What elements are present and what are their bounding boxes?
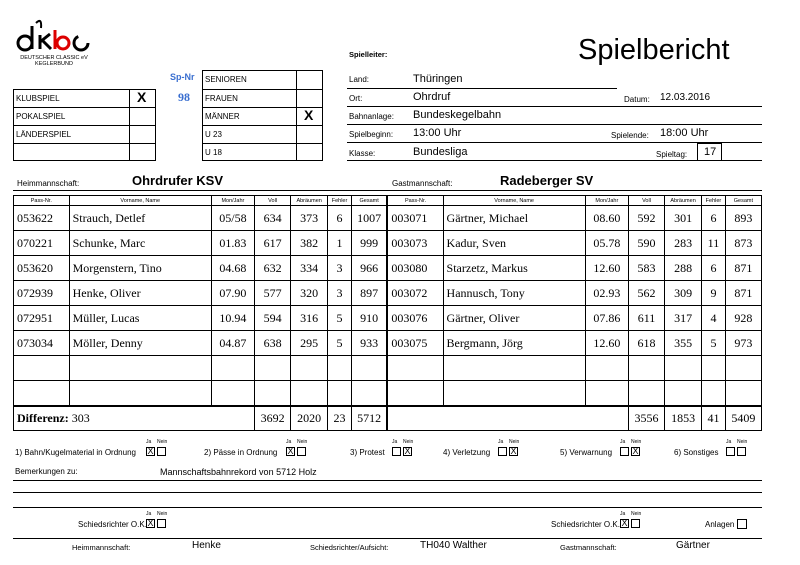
schiri-ok-label-left: Schiedsrichter O.K. [78,520,147,529]
away-name-cell[interactable]: Kadur, Sven [443,231,585,256]
q3-nein-checkbox[interactable]: X [404,446,411,456]
spielende-label: Spielende: [611,131,649,140]
table-row [14,281,762,306]
nein-label: Nein [631,439,642,445]
logo-graphic [14,18,94,54]
home-name-cell[interactable]: Möller, Denny [69,331,211,356]
col-voll: Voll [255,196,291,206]
away-fehler-cell[interactable]: 9 [702,281,726,306]
away-name-cell[interactable]: Bergmann, Jörg [443,331,585,356]
home-voll-cell[interactable]: 632 [255,256,291,281]
footer-gast-label: Gastmannschaft: [560,543,617,552]
frauen-label: FRAUEN [205,94,238,103]
schiri-ok-right-ja-checkbox[interactable]: X [621,518,628,528]
schiri-ok-label-right: Schiedsrichter O.K. [551,520,620,529]
home-abraeumen-cell[interactable]: 316 [291,306,328,331]
klubspiel-mark[interactable]: X [137,89,147,105]
bahnanlage-label: Bahnanlage: [349,112,394,121]
home-abraeumen-cell[interactable]: 320 [291,281,328,306]
logo-line1: DEUTSCHER CLASSIC eV [20,55,88,61]
away-voll-cell[interactable]: 611 [628,306,664,331]
away-fehler-cell[interactable]: 5 [702,331,726,356]
land-value[interactable]: Thüringen [413,73,463,85]
home-passnr-cell[interactable]: 053622 [14,206,70,231]
q1-nein-checkbox[interactable] [157,447,166,456]
q5-nein-checkbox[interactable]: X [632,446,639,456]
home-name-cell[interactable]: Morgenstern, Tino [69,256,211,281]
klasse-value[interactable]: Bundesliga [413,146,468,158]
table-row [14,331,762,356]
home-fehler-cell[interactable]: 1 [328,231,352,256]
pokalspiel-label: POKALSPIEL [16,112,66,121]
spieltag-label: Spieltag: [656,150,688,159]
away-total-abr[interactable]: 1853 [665,406,702,431]
spielende-value[interactable]: 18:00 Uhr [660,127,709,139]
home-gesamt-cell[interactable]: 999 [351,231,387,256]
spielbeginn-label: Spielbeginn: [349,130,394,139]
home-name-cell[interactable]: Strauch, Detlef [69,206,211,231]
away-monjahr-cell[interactable]: 02.93 [585,281,628,306]
away-name-cell[interactable]: Gärtner, Michael [443,206,585,231]
home-total-gesamt[interactable]: 5712 [351,406,387,431]
table-row [14,231,762,256]
q3-ja-checkbox[interactable] [392,447,401,456]
q4-label: 4) Verletzung [443,448,491,457]
home-abraeumen-cell[interactable]: 373 [291,206,328,231]
nein-label: Nein [509,439,520,445]
datum-label: Datum: [624,95,650,104]
away-gesamt-cell[interactable]: 893 [725,206,761,231]
away-passnr-cell[interactable]: 003072 [387,281,443,306]
home-name-cell[interactable]: Müller, Lucas [69,306,211,331]
home-monjahr-cell[interactable]: 07.90 [211,281,254,306]
away-passnr-cell[interactable]: 003073 [387,231,443,256]
u23-label: U 23 [205,130,222,139]
nein-label: Nein [157,439,168,445]
footer-heim-signature[interactable]: Henke [192,540,221,551]
home-monjahr-cell[interactable]: 10.94 [211,306,254,331]
away-monjahr-cell[interactable]: 05.78 [585,231,628,256]
away-voll-cell[interactable]: 618 [628,331,664,356]
bemerkungen-value[interactable]: Mannschaftsbahnrekord von 5712 Holz [160,467,317,477]
anlagen-checkbox[interactable] [737,519,747,529]
klubspiel-label: KLUBSPIEL [16,94,60,103]
table-header [14,196,762,206]
col-gesamt: Gesamt [351,196,387,206]
col-voll-away: Voll [628,196,664,206]
q5-ja-checkbox[interactable] [620,447,629,456]
col-abraeumen: Abräumen [291,196,328,206]
away-passnr-cell[interactable]: 003076 [387,306,443,331]
q1-ja-checkbox[interactable]: X [147,446,154,456]
home-voll-cell[interactable]: 617 [255,231,291,256]
dkbc-logo [14,18,94,68]
away-voll-cell[interactable]: 583 [628,256,664,281]
away-fehler-cell[interactable]: 6 [702,206,726,231]
schiri-ok-left-nein-checkbox[interactable] [157,519,166,528]
home-gesamt-cell[interactable]: 897 [351,281,387,306]
home-gesamt-cell[interactable]: 933 [351,331,387,356]
home-passnr-cell[interactable]: 072951 [14,306,70,331]
home-gesamt-cell[interactable]: 966 [351,256,387,281]
home-fehler-cell[interactable]: 5 [328,331,352,356]
col-passnr: Pass-Nr. [14,196,70,206]
q2-nein-checkbox[interactable] [297,447,306,456]
ja-label: Ja [498,439,504,445]
bahnanlage-value[interactable]: Bundeskegelbahn [413,109,502,121]
q5-label: 5) Verwarnung [560,448,613,457]
laenderspiel-label: LÄNDERSPIEL [16,130,72,139]
away-monjahr-cell[interactable]: 08.60 [585,206,628,231]
away-voll-cell[interactable]: 592 [628,206,664,231]
col-name-away: Vorname, Name [443,196,585,206]
page-title: Spielbericht [578,34,730,66]
table-row-empty [14,356,762,381]
home-voll-cell[interactable]: 577 [255,281,291,306]
home-passnr-cell[interactable]: 073034 [14,331,70,356]
datum-value[interactable]: 12.03.2016 [660,92,711,103]
ja-label: Ja [146,511,152,517]
q2-ja-checkbox[interactable]: X [287,446,294,456]
spnr-value: 98 [178,90,190,104]
ort-value[interactable]: Ohrdruf [413,91,451,103]
land-label: Land: [349,75,370,84]
home-abraeumen-cell[interactable]: 382 [291,231,328,256]
away-name-cell[interactable]: Hannusch, Tony [443,281,585,306]
home-fehler-cell[interactable]: 6 [328,206,352,231]
q6-ja-checkbox[interactable] [726,447,735,456]
col-monjahr: Mon/Jahr [211,196,254,206]
away-gesamt-cell[interactable]: 871 [725,281,761,306]
footer-gast-signature[interactable]: Gärtner [676,540,710,551]
away-voll-cell[interactable]: 590 [628,231,664,256]
ort-label: Ort: [349,94,363,103]
home-voll-cell[interactable]: 594 [255,306,291,331]
away-passnr-cell[interactable]: 003071 [387,206,443,231]
away-voll-cell[interactable]: 562 [628,281,664,306]
away-name-cell[interactable]: Gärtner, Oliver [443,306,585,331]
footer-heim-label: Heimmannschaft: [72,543,131,552]
home-total-abr[interactable]: 2020 [291,406,328,431]
home-gesamt-cell[interactable]: 1007 [351,206,387,231]
maenner-label: MÄNNER [205,112,240,121]
col-monjahr-away: Mon/Jahr [585,196,628,206]
table-row [14,306,762,331]
away-abraeumen-cell[interactable]: 355 [665,331,702,356]
ja-label: Ja [620,439,626,445]
home-passnr-cell[interactable]: 072939 [14,281,70,306]
spieltag-value[interactable]: 17 [704,146,717,158]
u18-label: U 18 [205,148,222,157]
klasse-label: Klasse: [349,149,376,158]
home-monjahr-cell[interactable]: 04.68 [211,256,254,281]
col-fehler-away: Fehler [702,196,726,206]
results-table [13,195,762,431]
q6-nein-checkbox[interactable] [737,447,746,456]
nein-label: Nein [297,439,308,445]
away-gesamt-cell[interactable]: 928 [725,306,761,331]
footer-schiri-signature[interactable]: TH040 Walther [420,540,487,551]
q4-ja-checkbox[interactable] [498,447,507,456]
away-gesamt-cell[interactable]: 873 [725,231,761,256]
away-abraeumen-cell[interactable]: 283 [665,231,702,256]
away-monjahr-cell[interactable]: 12.60 [585,331,628,356]
table-row [14,206,762,231]
away-fehler-cell[interactable]: 4 [702,306,726,331]
schiri-ok-right-nein-checkbox[interactable] [631,519,640,528]
home-passnr-cell[interactable]: 070221 [14,231,70,256]
ja-label: Ja [392,439,398,445]
home-monjahr-cell[interactable]: 01.83 [211,231,254,256]
col-fehler: Fehler [328,196,352,206]
ja-label: Ja [726,439,732,445]
maenner-mark[interactable]: X [304,107,314,123]
gast-team[interactable]: Radeberger SV [500,173,594,188]
col-passnr-away: Pass-Nr. [387,196,443,206]
spnr-label: Sp-Nr [170,72,195,82]
away-passnr-cell[interactable]: 003080 [387,256,443,281]
bemerkungen-label: Bemerkungen zu: [15,467,78,476]
away-monjahr-cell[interactable]: 12.60 [585,256,628,281]
away-abraeumen-cell[interactable]: 317 [665,306,702,331]
ja-label: Ja [146,439,152,445]
footer-schiri-label: Schiedsrichter/Aufsicht: [310,543,389,552]
schiri-ok-left-ja-checkbox[interactable]: X [147,518,154,528]
home-total-voll[interactable]: 3692 [255,406,291,431]
diff-value[interactable]: 303 [71,411,90,425]
ja-label: Ja [286,439,292,445]
away-abraeumen-cell[interactable]: 301 [665,206,702,231]
nein-label: Nein [157,511,168,517]
away-monjahr-cell[interactable]: 07.86 [585,306,628,331]
home-total-fehler[interactable]: 23 [328,406,352,431]
col-gesamt-away: Gesamt [725,196,761,206]
spielleiter-label: Spielleiter: [349,50,388,59]
away-total-voll[interactable]: 3556 [628,406,664,431]
home-name-cell[interactable]: Henke, Oliver [69,281,211,306]
home-voll-cell[interactable]: 638 [255,331,291,356]
q2-label: 2) Pässe in Ordnung [204,448,278,457]
away-abraeumen-cell[interactable]: 288 [665,256,702,281]
home-voll-cell[interactable]: 634 [255,206,291,231]
heim-label: Heimmannschaft: [17,179,80,188]
q3-label: 3) Protest [350,448,385,457]
ja-label: Ja [620,511,626,517]
nein-label: Nein [737,439,748,445]
away-gesamt-cell[interactable]: 973 [725,331,761,356]
col-name: Vorname, Name [69,196,211,206]
table-row [14,256,762,281]
home-monjahr-cell[interactable]: 05/58 [211,206,254,231]
away-passnr-cell[interactable]: 003075 [387,331,443,356]
senioren-label: SENIOREN [205,75,247,84]
q6-label: 6) Sonstiges [674,448,719,457]
away-fehler-cell[interactable]: 11 [702,231,726,256]
away-fehler-cell[interactable]: 6 [702,256,726,281]
totals-row [14,406,762,431]
home-monjahr-cell[interactable]: 04.87 [211,331,254,356]
home-fehler-cell[interactable]: 5 [328,306,352,331]
away-total-fehler[interactable]: 41 [702,406,726,431]
nein-label: Nein [631,511,642,517]
nein-label: Nein [403,439,414,445]
away-total-gesamt[interactable]: 5409 [725,406,761,431]
home-fehler-cell[interactable]: 3 [328,281,352,306]
logo-line2: KEGLERBUND [35,61,73,67]
away-name-cell[interactable]: Starzetz, Markus [443,256,585,281]
gast-label: Gastmannschaft: [392,179,453,188]
home-passnr-cell[interactable]: 053620 [14,256,70,281]
spielbeginn-value[interactable]: 13:00 Uhr [413,127,462,139]
table-row-empty [14,381,762,407]
home-fehler-cell[interactable]: 3 [328,256,352,281]
q1-label: 1) Bahn/Kugelmaterial in Ordnung [15,448,136,457]
home-abraeumen-cell[interactable]: 334 [291,256,328,281]
away-gesamt-cell[interactable]: 871 [725,256,761,281]
home-gesamt-cell[interactable]: 910 [351,306,387,331]
anlagen-label: Anlagen [705,520,735,529]
home-name-cell[interactable]: Schunke, Marc [69,231,211,256]
heim-team[interactable]: Ohrdrufer KSV [132,173,224,188]
diff-label: Differenz: [17,411,69,425]
q4-nein-checkbox[interactable]: X [510,446,517,456]
col-abraeumen-away: Abräumen [665,196,702,206]
away-abraeumen-cell[interactable]: 309 [665,281,702,306]
home-abraeumen-cell[interactable]: 295 [291,331,328,356]
